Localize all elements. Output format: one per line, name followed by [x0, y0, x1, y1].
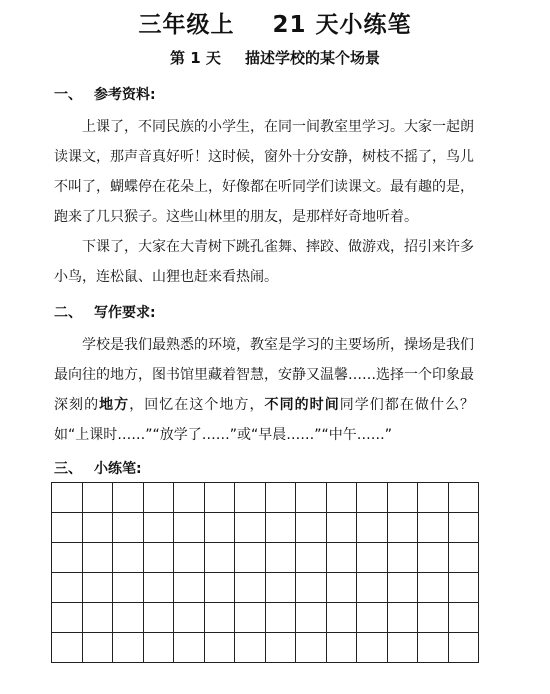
section-heading-requirements [54, 302, 156, 322]
grid-cell[interactable] [143, 573, 174, 603]
grid-cell[interactable] [265, 483, 296, 513]
grid-cell[interactable] [174, 543, 205, 573]
grid-cell[interactable] [204, 573, 235, 603]
grid-cell[interactable] [387, 603, 418, 633]
grid-cell[interactable] [174, 483, 205, 513]
grid-cell[interactable] [357, 573, 388, 603]
grid-cell[interactable] [265, 603, 296, 633]
grid-cell[interactable] [265, 543, 296, 573]
grid-cell[interactable] [418, 633, 449, 663]
grid-cell[interactable] [204, 633, 235, 663]
grid-cell[interactable] [296, 603, 327, 633]
section-heading-reference [54, 84, 156, 104]
grid-row [52, 573, 479, 603]
writing-grid[interactable] [51, 482, 479, 663]
page-title [0, 6, 550, 39]
grid-cell[interactable] [143, 633, 174, 663]
grid-cell[interactable] [235, 603, 266, 633]
grid-cell[interactable] [113, 573, 144, 603]
grid-cell[interactable] [326, 543, 357, 573]
grid-cell[interactable] [204, 543, 235, 573]
grid-cell[interactable] [296, 483, 327, 513]
section-heading-practice [54, 458, 142, 478]
grid-cell[interactable] [326, 483, 357, 513]
grid-cell[interactable] [52, 543, 83, 573]
grid-cell[interactable] [82, 633, 113, 663]
grid-cell[interactable] [82, 543, 113, 573]
grid-cell[interactable] [204, 483, 235, 513]
title-series: 21 天小练笔 [272, 12, 412, 38]
requirements-text [54, 330, 474, 450]
grid-cell[interactable] [387, 483, 418, 513]
grid-cell[interactable] [357, 543, 388, 573]
grid-cell[interactable] [174, 603, 205, 633]
title-grade: 三年级上 [138, 12, 235, 38]
requirements-text-a: 学校是我们最熟悉的环境，教室是学习的主要场所，操场是我们最向往的地方，图书馆里藏着智慧，安静又温馨……选择一个印象最深刻的 [54, 337, 474, 413]
grid-cell[interactable] [52, 603, 83, 633]
grid-cell[interactable] [113, 633, 144, 663]
grid-row [52, 513, 479, 543]
grid-cell[interactable] [52, 573, 83, 603]
grid-cell[interactable] [357, 603, 388, 633]
grid-cell[interactable] [204, 513, 235, 543]
section-label: 小练笔: [94, 461, 142, 477]
grid-cell[interactable] [82, 603, 113, 633]
grid-cell[interactable] [326, 513, 357, 543]
grid-cell[interactable] [265, 513, 296, 543]
grid-cell[interactable] [143, 543, 174, 573]
grid-cell[interactable] [418, 483, 449, 513]
grid-cell[interactable] [204, 603, 235, 633]
grid-cell[interactable] [143, 513, 174, 543]
grid-cell[interactable] [143, 603, 174, 633]
grid-cell[interactable] [448, 573, 479, 603]
grid-cell[interactable] [52, 633, 83, 663]
grid-cell[interactable] [448, 483, 479, 513]
grid-cell[interactable] [296, 573, 327, 603]
grid-cell[interactable] [265, 633, 296, 663]
grid-cell[interactable] [52, 513, 83, 543]
day-subtitle [0, 47, 550, 68]
grid-row [52, 603, 479, 633]
requirements-emphasis-place: 地方 [99, 397, 130, 413]
grid-cell[interactable] [448, 543, 479, 573]
grid-cell[interactable] [82, 573, 113, 603]
grid-cell[interactable] [296, 543, 327, 573]
grid-cell[interactable] [296, 513, 327, 543]
grid-cell[interactable] [113, 513, 144, 543]
grid-row [52, 483, 479, 513]
grid-cell[interactable] [174, 633, 205, 663]
grid-cell[interactable] [113, 603, 144, 633]
grid-cell[interactable] [296, 633, 327, 663]
requirements-paragraph [54, 330, 474, 450]
grid-row [52, 633, 479, 663]
section-label: 参考资料: [94, 87, 156, 103]
grid-cell[interactable] [265, 573, 296, 603]
grid-cell[interactable] [357, 483, 388, 513]
grid-cell[interactable] [113, 483, 144, 513]
grid-cell[interactable] [174, 573, 205, 603]
requirements-text-b: ，回忆在这个地方， [129, 397, 265, 413]
reference-paragraph: 上课了，不同民族的小学生，在同一间教室里学习。大家一起朗读课文，那声音真好听！这时候，窗外十分安静，树枝不摇了，鸟儿不叫了，蝴蝶停在花朵上，好像都在听同学们读课文。最有趣的是，跑来了几只猴子。这些山林里的朋友，是那样好奇地听着。 [54, 119, 474, 225]
requirements-emphasis-time: 不同的时间 [264, 397, 340, 413]
grid-cell[interactable] [326, 633, 357, 663]
grid-cell[interactable] [113, 543, 144, 573]
section-label: 写作要求: [94, 305, 156, 321]
grid-cell[interactable] [418, 573, 449, 603]
day-topic: 描述学校的某个场景 [244, 49, 380, 67]
grid-cell[interactable] [82, 483, 113, 513]
grid-cell[interactable] [448, 603, 479, 633]
grid-cell[interactable] [326, 603, 357, 633]
grid-cell[interactable] [143, 483, 174, 513]
grid-cell[interactable] [357, 513, 388, 543]
grid-cell[interactable] [235, 483, 266, 513]
grid-cell[interactable] [387, 573, 418, 603]
grid-cell[interactable] [387, 543, 418, 573]
reference-paragraph: 下课了，大家在大青树下跳孔雀舞、摔跤、做游戏，招引来许多小鸟，连松鼠、山狸也赶来看热闹。 [54, 239, 474, 285]
grid-cell[interactable] [235, 573, 266, 603]
grid-cell[interactable] [235, 513, 266, 543]
grid-cell[interactable] [387, 633, 418, 663]
grid-cell[interactable] [387, 513, 418, 543]
grid-cell[interactable] [235, 633, 266, 663]
requirements-text-c: 同学们都在做什么？如“上课时……”“放学了……”或“早晨……”“中午……” [54, 397, 475, 443]
section-number: 三、 [54, 461, 82, 477]
grid-cell[interactable] [448, 513, 479, 543]
grid-cell[interactable] [418, 543, 449, 573]
grid-cell[interactable] [418, 603, 449, 633]
grid-row [52, 543, 479, 573]
grid-cell[interactable] [82, 513, 113, 543]
day-label: 第 1 天 [170, 49, 221, 67]
grid-cell[interactable] [448, 633, 479, 663]
grid-cell[interactable] [326, 573, 357, 603]
grid-cell[interactable] [235, 543, 266, 573]
grid-cell[interactable] [418, 513, 449, 543]
grid-cell[interactable] [52, 483, 83, 513]
grid-cell[interactable] [357, 633, 388, 663]
section-number: 二、 [54, 305, 82, 321]
section-number: 一、 [54, 87, 82, 103]
grid-cell[interactable] [174, 513, 205, 543]
reference-text [54, 112, 474, 292]
